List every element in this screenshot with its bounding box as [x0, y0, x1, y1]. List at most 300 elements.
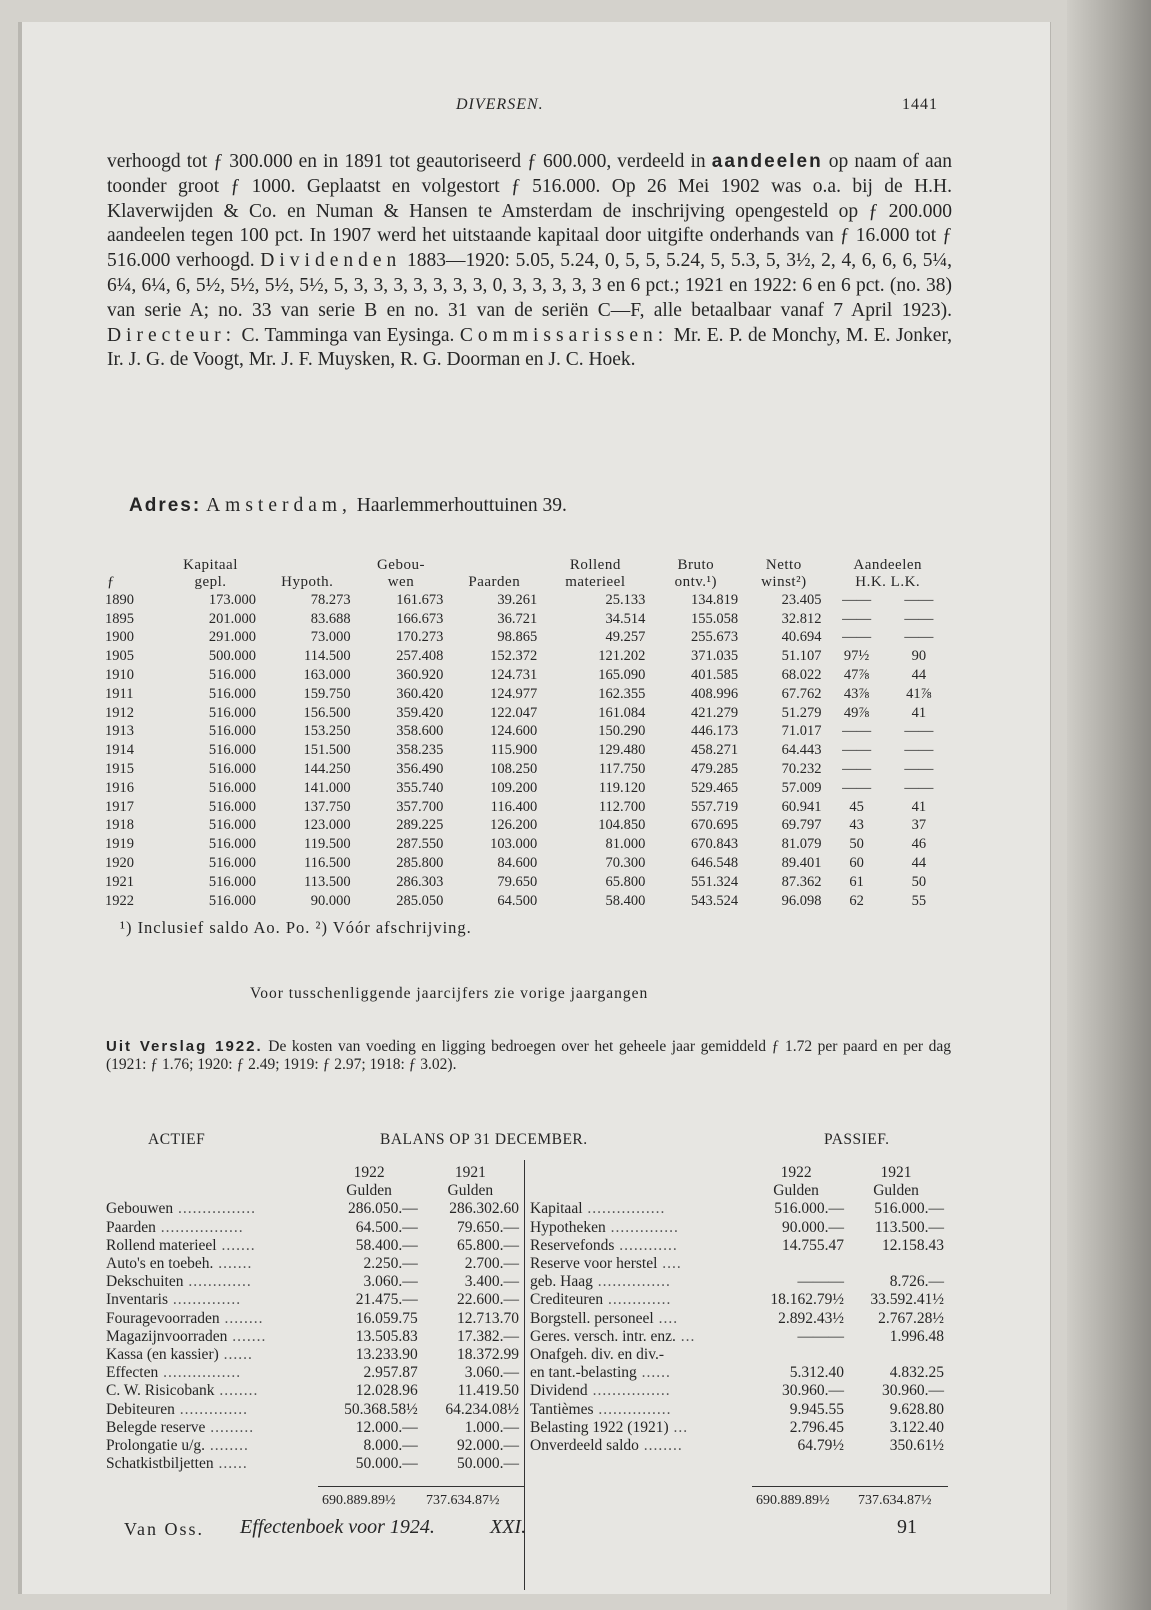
history-value-cell: 71.017 — [781, 723, 822, 740]
history-value-cell: 516.000 — [208, 855, 256, 872]
actief-label-cell — [104, 1419, 318, 1437]
history-value-cell: —— — [842, 591, 872, 608]
passief-label-cell — [528, 1291, 746, 1309]
para-part-1: verhoogd tot ƒ 300.000 en in 1891 tot geautoriseerd ƒ 600.000, verdeeld in — [107, 151, 706, 172]
history-value-cell: 137.750 — [303, 798, 351, 815]
history-row — [105, 647, 950, 666]
history-value-cell: 516.000 — [208, 836, 256, 853]
leader-dots: ...... — [636, 1364, 671, 1382]
history-value-cell: 516.000 — [208, 723, 256, 740]
history-value-cell: 115.900 — [490, 742, 538, 759]
history-row — [105, 704, 950, 723]
actief-row — [104, 1419, 521, 1437]
actief-label-cell — [104, 1219, 318, 1237]
history-value-cell: 152.372 — [490, 648, 538, 665]
history-value-cell: 257.408 — [396, 648, 444, 665]
passief-head-years — [528, 1164, 946, 1182]
running-header: DIVERSEN. — [456, 96, 544, 113]
head-rollend: Rollend — [569, 557, 621, 573]
passief-body — [528, 1200, 946, 1455]
passief-amount-cell: 33.592.41½ — [870, 1291, 944, 1309]
actief-amount-cell: 11.419.50 — [457, 1382, 519, 1400]
history-value-cell: 121.202 — [598, 648, 646, 665]
history-value-cell: —— — [842, 742, 872, 759]
history-value-cell: 90.000 — [310, 892, 351, 909]
passief-label: Reserve voor herstel — [530, 1255, 658, 1273]
actief-row — [104, 1291, 521, 1309]
footer-volume: XXI. — [490, 1516, 527, 1538]
history-value-cell: 446.173 — [691, 723, 739, 740]
head-bruto: Bruto — [677, 557, 715, 573]
actief-label: Paarden — [106, 1218, 156, 1236]
actief-row — [104, 1200, 521, 1218]
passief-label: en tant.-belasting — [530, 1364, 637, 1382]
passief-label-cell — [528, 1310, 746, 1328]
history-row — [105, 779, 950, 798]
passief-label: Belasting 1922 (1921) — [530, 1418, 669, 1436]
actief-label-cell — [104, 1400, 318, 1418]
actief-amount-cell: 2.700.— — [464, 1255, 519, 1273]
history-value-cell: —— — [904, 591, 934, 608]
history-value-cell: 285.050 — [396, 892, 444, 909]
history-value-cell: 201.000 — [208, 610, 256, 627]
actief-year2: 1921 — [454, 1164, 486, 1182]
passief-label-cell — [528, 1346, 746, 1364]
history-value-cell: 165.090 — [598, 667, 646, 684]
head-gebouwen-2: wen — [387, 574, 415, 590]
passief-head-blank — [528, 1164, 746, 1182]
passief-label-cell — [528, 1437, 746, 1455]
history-value-cell: 73.000 — [310, 629, 351, 646]
history-value-cell: 25.133 — [605, 591, 646, 608]
history-value-cell: 44 — [911, 667, 927, 684]
history-value-cell: —— — [842, 610, 872, 627]
company-paragraph — [107, 150, 952, 373]
history-value-cell: 516.000 — [208, 667, 256, 684]
history-value-cell: 50 — [849, 836, 864, 853]
passief-label-cell — [528, 1328, 746, 1346]
book-fore-edge — [1067, 0, 1151, 1610]
actief-row — [104, 1346, 521, 1364]
actief-amount-cell: 18.372.99 — [457, 1345, 519, 1363]
actief-total-2: 737.634.87½ — [426, 1493, 500, 1508]
history-value-cell: 96.098 — [781, 892, 822, 909]
passief-amount-cell: 516.000.— — [874, 1200, 944, 1218]
passief-amount-cell: 30.960.— — [882, 1382, 944, 1400]
history-value-cell: 166.673 — [396, 610, 444, 627]
passief-amount-cell: 14.755.47 — [782, 1236, 845, 1254]
actief-label: Rollend materieel — [106, 1236, 217, 1254]
actief-label-cell — [104, 1310, 318, 1328]
actief-amount-cell: 17.382.— — [457, 1327, 519, 1345]
history-value-cell: 156.500 — [303, 704, 351, 721]
history-value-cell: 126.200 — [490, 817, 538, 834]
actief-label-cell — [104, 1255, 318, 1273]
passief-row — [528, 1437, 946, 1455]
leader-dots: ........ — [638, 1436, 683, 1454]
history-value-cell: 51.279 — [781, 704, 822, 721]
history-value-cell: 60.941 — [781, 798, 822, 815]
leader-dots: .... — [657, 1255, 682, 1273]
passief-year2: 1921 — [880, 1164, 912, 1182]
history-value-cell: 360.920 — [396, 667, 444, 684]
history-row — [105, 798, 950, 817]
passief-amount-cell: 3.122.40 — [889, 1418, 944, 1436]
keyword-dividenden: Dividenden — [260, 250, 402, 272]
passief-label: Borgstell. personeel — [530, 1309, 654, 1327]
history-row — [105, 873, 950, 892]
actief-label-cell — [104, 1346, 318, 1364]
passief-row — [528, 1400, 946, 1418]
leader-dots: .............. — [605, 1218, 679, 1236]
head-hypoth: Hypoth. — [281, 574, 334, 590]
passief-amount-cell: 9.628.80 — [889, 1400, 944, 1418]
passief-label: Tantièmes — [530, 1400, 594, 1418]
actief-amount-cell: 1.000.— — [464, 1418, 519, 1436]
history-value-cell: 287.550 — [396, 836, 444, 853]
passief-label-cell — [528, 1273, 746, 1291]
passief-table — [528, 1164, 946, 1455]
history-value-cell: 357.700 — [396, 798, 444, 815]
history-value-cell: 43⅞ — [843, 685, 870, 702]
history-year-cell: 1915 — [105, 761, 134, 778]
keyword-commissarissen: Commissarissen: — [459, 324, 669, 346]
history-value-cell: 670.843 — [691, 836, 739, 853]
history-value-cell: 421.279 — [691, 704, 739, 721]
actief-amount-cell: 8.000.— — [363, 1436, 418, 1454]
history-value-cell: —— — [842, 629, 872, 646]
actief-label-cell — [104, 1455, 318, 1473]
history-value-cell: —— — [842, 723, 872, 740]
history-value-cell: 358.600 — [396, 723, 444, 740]
history-value-cell: 103.000 — [490, 836, 538, 853]
passief-label: Crediteuren — [530, 1291, 604, 1309]
history-value-cell: 51.107 — [781, 648, 822, 665]
actief-row — [104, 1255, 521, 1273]
history-year-cell: 1918 — [105, 817, 134, 834]
history-value-cell: —— — [904, 742, 934, 759]
history-value-cell: —— — [904, 779, 934, 796]
passief-row — [528, 1237, 946, 1255]
history-row — [105, 723, 950, 742]
history-value-cell: 155.058 — [691, 610, 739, 627]
history-value-cell: 163.000 — [303, 667, 351, 684]
actief-row — [104, 1382, 521, 1400]
actief-amount-cell: 58.400.— — [355, 1236, 418, 1254]
history-body — [105, 591, 950, 911]
passief-label: Onafgeh. div. en div.- — [530, 1345, 665, 1363]
history-year-cell: 1920 — [105, 855, 134, 872]
actief-label: Fouragevoorraden — [106, 1309, 220, 1327]
history-year-cell: 1921 — [105, 873, 134, 890]
history-row — [105, 610, 950, 629]
actief-label: Gebouwen — [106, 1200, 174, 1218]
passief-label: Kapitaal — [530, 1200, 583, 1218]
history-year-cell: 1922 — [105, 892, 134, 909]
history-value-cell: 83.688 — [310, 610, 351, 627]
leader-dots: ................ — [173, 1200, 257, 1218]
actief-label: Schatkistbiljetten — [106, 1455, 214, 1473]
history-value-cell: —— — [904, 761, 934, 778]
passief-amount-cell — [846, 1346, 946, 1364]
leader-dots: ...... — [218, 1345, 253, 1363]
history-value-cell: 23.405 — [781, 591, 822, 608]
history-value-cell: 516.000 — [208, 685, 256, 702]
history-value-cell: 360.420 — [396, 685, 444, 702]
actief-table — [104, 1164, 521, 1473]
history-row — [105, 741, 950, 760]
history-year-cell: 1912 — [105, 704, 134, 721]
history-value-cell: 516.000 — [208, 761, 256, 778]
actief-row — [104, 1219, 521, 1237]
history-value-cell: 516.000 — [208, 798, 256, 815]
history-value-cell: 104.850 — [598, 817, 646, 834]
actief-row — [104, 1273, 521, 1291]
head-kapitaal-2: gepl. — [194, 574, 227, 590]
history-header-row-1 — [105, 557, 950, 574]
passief-total-rule — [752, 1486, 948, 1487]
passief-label-cell — [528, 1419, 746, 1437]
actief-amount-cell: 12.713.70 — [457, 1309, 519, 1327]
history-value-cell: 67.762 — [781, 685, 822, 702]
passief-amount-cell: 64.79½ — [797, 1436, 845, 1454]
history-value-cell: 150.290 — [598, 723, 646, 740]
passief-unit1: Gulden — [773, 1182, 819, 1200]
passief-unit2: Gulden — [873, 1182, 919, 1200]
passief-amount-cell: 2.767.28½ — [878, 1309, 944, 1327]
history-value-cell: 50 — [911, 873, 927, 890]
passief-amount-cell — [746, 1346, 846, 1364]
address-line — [129, 495, 567, 517]
passief-amount-cell: 2.892.43½ — [778, 1309, 845, 1327]
history-value-cell: 119.120 — [598, 779, 646, 796]
history-value-cell: 285.800 — [396, 855, 444, 872]
history-value-cell: 646.548 — [691, 855, 739, 872]
history-row — [105, 591, 950, 610]
passief-amount-cell: 12.158.43 — [882, 1236, 944, 1254]
history-value-cell: 60 — [849, 855, 864, 872]
leader-dots: ......... — [205, 1418, 255, 1436]
head-hypoth-1 — [260, 557, 355, 574]
history-value-cell: 543.524 — [691, 892, 739, 909]
history-value-cell: 43 — [849, 817, 864, 834]
actief-amount-cell: 50.000.— — [457, 1455, 519, 1473]
history-value-cell: —— — [842, 779, 872, 796]
leader-dots: ............... — [592, 1273, 671, 1291]
actief-label-cell — [104, 1200, 318, 1218]
history-value-cell: 408.996 — [691, 685, 739, 702]
actief-amount-cell: 92.000.— — [457, 1436, 519, 1454]
history-table — [105, 557, 950, 911]
passief-amount-cell: 516.000.— — [774, 1200, 845, 1218]
passief-amount-cell — [846, 1255, 946, 1273]
passief-label: Reservefonds — [530, 1236, 615, 1254]
history-value-cell: 371.035 — [691, 648, 739, 665]
passief-row — [528, 1255, 946, 1273]
leader-dots: ............... — [593, 1400, 672, 1418]
actief-row — [104, 1364, 521, 1382]
history-value-cell: 108.250 — [490, 761, 538, 778]
history-value-cell: 117.750 — [598, 761, 646, 778]
history-value-cell: —— — [904, 629, 934, 646]
passief-label-cell — [528, 1237, 746, 1255]
history-value-cell: 119.500 — [304, 836, 351, 853]
balance-title: BALANS OP 31 DECEMBER. — [380, 1131, 588, 1148]
head-aandeelen-2: H.K. L.K. — [855, 574, 921, 590]
history-value-cell: 141.000 — [303, 779, 351, 796]
history-value-cell: 58.400 — [605, 892, 646, 909]
passief-head-unit — [528, 1182, 946, 1200]
history-value-cell: 291.000 — [208, 629, 256, 646]
leader-dots: ................ — [158, 1364, 242, 1382]
history-value-cell: 557.719 — [691, 798, 739, 815]
currency-head — [105, 557, 161, 574]
head-netto: Netto — [765, 557, 802, 573]
verslag-text: De kosten van voeding en ligging bedroegen over het geheele jaar gemiddeld ƒ 1.72 per paard en per dag (1921: ƒ 1.76; 1920: ƒ 2.49; 1919: ƒ 2.97; 1918: ƒ 3.02). — [106, 1038, 951, 1073]
actief-label: Inventaris — [106, 1291, 168, 1309]
footer-publisher: Van Oss. — [124, 1519, 205, 1539]
history-value-cell: 356.490 — [396, 761, 444, 778]
history-row — [105, 854, 950, 873]
actief-title: ACTIEF — [148, 1131, 206, 1148]
para-part-4: C. Tamminga van Eysinga. — [241, 324, 455, 346]
history-value-cell: 124.977 — [490, 685, 538, 702]
history-year-cell: 1890 — [105, 591, 134, 608]
history-value-cell: 45 — [849, 798, 864, 815]
history-value-cell: 41 — [911, 798, 927, 815]
leader-dots: ...... — [213, 1455, 248, 1473]
history-value-cell: 151.500 — [303, 742, 351, 759]
passief-amount-cell — [746, 1255, 846, 1273]
history-value-cell: 116.500 — [304, 855, 351, 872]
history-value-cell: 355.740 — [396, 779, 444, 796]
history-value-cell: 479.285 — [691, 761, 739, 778]
history-row — [105, 685, 950, 704]
history-value-cell: 670.695 — [691, 817, 739, 834]
history-header-row-2 — [105, 574, 950, 591]
head-aandeelen: Aandeelen — [853, 557, 923, 573]
history-value-cell: 32.812 — [781, 610, 822, 627]
passief-amount-cell: 350.61½ — [889, 1436, 944, 1454]
passief-year1: 1922 — [780, 1164, 812, 1182]
footer-book: Effectenboek voor 1924. — [240, 1516, 435, 1538]
history-value-cell: 458.271 — [691, 742, 739, 759]
actief-amount-cell: 65.800.— — [457, 1236, 519, 1254]
history-year-cell: 1916 — [105, 779, 134, 796]
actief-row — [104, 1400, 521, 1418]
history-value-cell: 79.650 — [497, 873, 538, 890]
passief-label: Hypotheken — [530, 1218, 606, 1236]
passief-label: Dividend — [530, 1382, 588, 1400]
actief-amount-cell: 79.650.— — [457, 1218, 519, 1236]
leader-dots: ................ — [587, 1382, 671, 1400]
actief-amount-cell: 286.302.60 — [449, 1200, 519, 1218]
history-value-cell: 64.500 — [497, 892, 538, 909]
currency-symbol: ƒ — [107, 574, 115, 590]
passief-row — [528, 1328, 946, 1346]
history-value-cell: 255.673 — [691, 629, 739, 646]
history-value-cell: 49⅞ — [843, 704, 870, 721]
actief-amount-cell: 3.400.— — [464, 1273, 519, 1291]
passief-total-2: 737.634.87½ — [858, 1493, 932, 1508]
head-paarden: Paarden — [468, 574, 521, 590]
history-value-cell: 516.000 — [208, 779, 256, 796]
history-value-cell: 286.303 — [396, 873, 444, 890]
history-value-cell: 89.401 — [781, 855, 822, 872]
leader-dots: ................ — [582, 1200, 666, 1218]
leader-dots: ....... — [227, 1327, 267, 1345]
history-value-cell: 358.235 — [396, 742, 444, 759]
passief-amount-cell: 90.000.— — [782, 1218, 845, 1236]
leader-dots: ... — [668, 1418, 689, 1436]
history-value-cell: 57.009 — [781, 779, 822, 796]
history-row — [105, 892, 950, 911]
actief-unit2: Gulden — [447, 1182, 494, 1200]
actief-label: Dekschuiten — [106, 1273, 184, 1291]
leader-dots: ........ — [205, 1436, 249, 1454]
address-city: Amsterdam, — [206, 495, 352, 516]
history-value-cell: 81.079 — [781, 836, 822, 853]
history-value-cell: 123.000 — [303, 817, 351, 834]
history-value-cell: 161.673 — [396, 591, 444, 608]
history-value-cell: 153.250 — [303, 723, 351, 740]
passief-label: Geres. versch. intr. enz. — [530, 1327, 676, 1345]
page-number: 1441 — [902, 96, 938, 113]
passief-amount-cell: 113.500.— — [874, 1218, 944, 1236]
passief-amount-cell: 1.996.48 — [889, 1327, 944, 1345]
passief-row — [528, 1364, 946, 1382]
actief-total-1: 690.889.89½ — [322, 1493, 396, 1508]
history-value-cell: 162.355 — [598, 685, 646, 702]
history-value-cell: 114.500 — [304, 648, 351, 665]
history-value-cell: 500.000 — [208, 648, 256, 665]
leader-dots: ... — [675, 1327, 696, 1345]
history-value-cell: 124.600 — [490, 723, 538, 740]
passief-row — [528, 1310, 946, 1328]
passief-label-cell — [528, 1219, 746, 1237]
history-value-cell: 359.420 — [396, 704, 444, 721]
actief-label: Effecten — [106, 1364, 159, 1382]
history-value-cell: 41⅞ — [906, 685, 932, 702]
passief-amount-cell: 5.312.40 — [789, 1364, 845, 1382]
head-gebouwen: Gebou- — [376, 557, 425, 573]
history-value-cell: 90 — [911, 648, 927, 665]
history-value-cell: 47⅞ — [843, 667, 870, 684]
history-value-cell: 129.480 — [598, 742, 646, 759]
actief-label: Belegde reserve — [106, 1418, 206, 1436]
history-value-cell: 516.000 — [208, 892, 256, 909]
history-value-cell: —— — [904, 610, 934, 627]
actief-row — [104, 1237, 521, 1255]
passief-label-cell — [528, 1364, 746, 1382]
verslag-paragraph — [106, 1038, 951, 1074]
history-value-cell: 109.200 — [490, 779, 538, 796]
history-value-cell: 87.362 — [781, 873, 822, 890]
actief-label-cell — [104, 1437, 318, 1455]
passief-row — [528, 1382, 946, 1400]
head-rollend-2: materieel — [565, 574, 626, 590]
history-value-cell: 516.000 — [208, 742, 256, 759]
leader-dots: .... — [653, 1309, 679, 1327]
actief-amount-cell: 22.600.— — [457, 1291, 519, 1309]
history-value-cell: 46 — [911, 836, 927, 853]
history-value-cell: 124.731 — [490, 667, 538, 684]
actief-amount-cell: 2.957.87 — [363, 1364, 418, 1382]
passief-row — [528, 1346, 946, 1364]
para-part-3: 1883—1920: 5.05, 5.24, 0, 5, 5, 5.24, 5, 5.3, 5, 3½, 2, 4, 6, 6, 6, 5¼, 6¼, 6¼, 6, 5½, 5½, 5½, 5½, 5, 3, 3, 3, 3, 3, 3, 3, 0, 3, 3, 3, 3, 3 en 6 pct.; 1921 en 1922: 6 en 6 pct. (no. 38) van serie A; no. 33 van serie B en no. 31 van de seriën C—F, alle betaalbaar vanaf 7 April 1923). — [107, 250, 953, 321]
history-value-cell: 161.084 — [598, 704, 646, 721]
history-value-cell: 122.047 — [490, 704, 538, 721]
